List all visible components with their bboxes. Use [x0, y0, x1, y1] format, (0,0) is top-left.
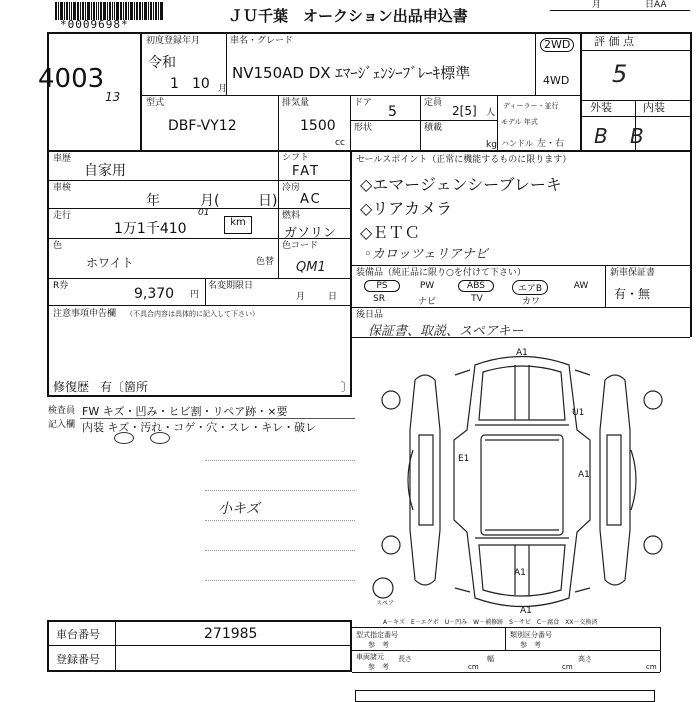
- inspector-comment: 小キズ: [218, 501, 260, 517]
- height-label: 高さ: [578, 655, 592, 663]
- ac-label: 冷房: [282, 183, 301, 193]
- damage-mark-right-door: A1: [578, 470, 590, 480]
- handle-label: ハンドル: [501, 139, 533, 148]
- selling-point-3: ◇ＥＴＣ: [360, 223, 421, 242]
- history-value: 自家用: [84, 163, 126, 179]
- shape-label: 形状: [354, 123, 373, 133]
- lot-number: 4003: [38, 64, 105, 94]
- mileage-value: 1万1千410: [114, 221, 187, 237]
- equip-aw: AW: [573, 281, 589, 291]
- era: 令和: [148, 55, 176, 71]
- class-number-label: 類別区分番号: [510, 631, 552, 639]
- shift-value: FAT: [292, 164, 321, 179]
- r-value: 9,370: [134, 286, 175, 302]
- color-value: ホワイト: [86, 256, 134, 270]
- ac-value: AC: [300, 192, 322, 207]
- page-title: ＪＵ千葉 オークション出品申込書: [228, 7, 468, 25]
- warranty-label: 新車保証書: [610, 268, 656, 278]
- damage-mark-right: U1: [572, 408, 585, 418]
- registration-number-label: 登録番号: [56, 653, 100, 666]
- inspector-label-1: 検査員: [48, 406, 76, 416]
- repair-value: 有〔箇所: [100, 380, 149, 394]
- history-label: 車歴: [53, 154, 72, 164]
- equip-pw: PW: [419, 281, 435, 291]
- color-code-label: 色コード: [282, 241, 319, 251]
- inspection-label: 車検: [53, 183, 72, 193]
- fuel-label: 燃料: [282, 211, 301, 221]
- length-label: 長さ: [398, 655, 412, 663]
- reg-month: 10: [192, 76, 210, 92]
- rear-items-label: 後日品: [356, 310, 384, 320]
- model-label: 型式: [146, 98, 165, 108]
- warranty-value: 有・無: [614, 287, 651, 301]
- equip-ps: PS: [364, 280, 400, 292]
- shift-label: シフト: [282, 153, 310, 163]
- load-label: 積載: [424, 123, 443, 133]
- damage-legend: A－キズ E－エクボ U－凹み W－補修跡 S－サビ C－腐食 XX－交換済: [383, 619, 598, 626]
- km-box: km: [224, 216, 252, 234]
- rating-label: 評 価 点: [594, 35, 634, 48]
- selling-point-handwritten: ◦カロッツェリアナビ: [364, 247, 488, 262]
- fuel-value: ガソリン: [284, 226, 337, 241]
- displacement-label: 排気量: [282, 98, 310, 108]
- equipment-label: 装備品（純正品に限り○を付けて下さい）: [356, 268, 526, 278]
- repair-label: 修復歴: [53, 380, 90, 394]
- inspector-label-2: 記入欄: [48, 420, 76, 430]
- equip-navi: ナビ: [417, 297, 436, 307]
- displacement: 1500: [300, 118, 336, 134]
- vehicle-name: NV150AD DX ｴﾏｰｼﾞｪﾝｼｰﾌﾞﾚｰｷ標準: [232, 64, 471, 82]
- exterior-grade: B: [594, 124, 608, 148]
- damage-mark-rear: A1: [514, 568, 526, 578]
- mileage-label: 走行: [53, 211, 72, 221]
- reg-year: 1: [170, 76, 179, 92]
- rear-items-handwritten: 保証書、取説、スペアキー: [368, 324, 524, 339]
- interior-label: 内装: [643, 101, 665, 114]
- equip-abs: ABS: [458, 280, 494, 292]
- inspector-ext-row: FW キズ・凹み・ヒビ割・リペア跡・×要: [82, 405, 288, 418]
- capacity: 2[5]: [452, 104, 477, 118]
- damage-mark-rear-bumper: A1: [520, 606, 532, 616]
- wheel-rl: [382, 536, 400, 554]
- side-left: [410, 375, 440, 585]
- r-label: R券: [53, 281, 69, 291]
- day-label: 日AA: [645, 0, 667, 10]
- equip-tv: TV: [471, 294, 483, 304]
- wheel-fr: [644, 391, 662, 409]
- lot-handwritten: 13: [105, 90, 121, 104]
- repaint-label: 色替: [256, 257, 275, 267]
- month-label: 月: [592, 0, 602, 10]
- width-label: 幅: [487, 655, 494, 663]
- spare-label: スペア: [376, 600, 395, 607]
- color-code-value: QM1: [296, 260, 326, 275]
- side-right: [600, 375, 630, 585]
- first-reg-label: 初度登録年月: [146, 36, 201, 46]
- doors-label: ドア: [354, 98, 372, 108]
- equip-airbag: エアB: [512, 280, 548, 295]
- equip-leather: カワ: [521, 297, 540, 307]
- spare-tire: [373, 578, 393, 598]
- color-label: 色: [53, 241, 63, 251]
- damage-mark-left: E1: [458, 454, 470, 464]
- dims-label: 車両諸元: [356, 653, 384, 661]
- type-designation-label: 型式指定番号: [356, 631, 398, 639]
- damage-mark-front: A1: [516, 348, 528, 358]
- name-change-label: 名変期限日: [208, 281, 254, 291]
- chassis-label: 車台番号: [56, 628, 100, 641]
- selling-points-label: セールスポイント（正常に機能するものに限ります）: [356, 155, 572, 165]
- model-year-label: モデル 年式: [501, 118, 538, 126]
- equip-sr: SR: [373, 294, 385, 304]
- doors: 5: [388, 104, 397, 120]
- dealer-label: ディーラー・並行: [503, 102, 559, 110]
- interior-grade: B: [630, 124, 644, 148]
- drive-4wd: 4WD: [543, 74, 570, 87]
- chassis-value: 271985: [204, 626, 258, 642]
- note-label: 注意事項申告欄: [53, 309, 117, 319]
- capacity-label: 定員: [424, 98, 443, 108]
- vehicle-name-label: 車名・グレード: [230, 36, 294, 46]
- model: DBF-VY12: [168, 118, 237, 134]
- bottom-box: [355, 690, 655, 702]
- car-diagram: [355, 340, 690, 625]
- selling-point-1: ◇エマージェンシーブレーキ: [360, 175, 562, 194]
- selling-point-2: ◇リアカメラ: [360, 199, 453, 218]
- exterior-label: 外装: [590, 101, 612, 114]
- handle-value: 左・右: [537, 139, 565, 149]
- wheel-rr: [644, 536, 662, 554]
- barcode-number: *0009698*: [60, 18, 129, 31]
- inspector-int-row: 内装 キズ・汚れ・コゲ・穴・スレ・キレ・破レ: [82, 421, 317, 434]
- drive-2wd: 2WD: [540, 38, 574, 52]
- note-sub: （不具合内容は具体的に記入して下さい）: [126, 310, 259, 318]
- wheel-fl: [382, 391, 400, 409]
- rating-score: 5: [612, 60, 628, 88]
